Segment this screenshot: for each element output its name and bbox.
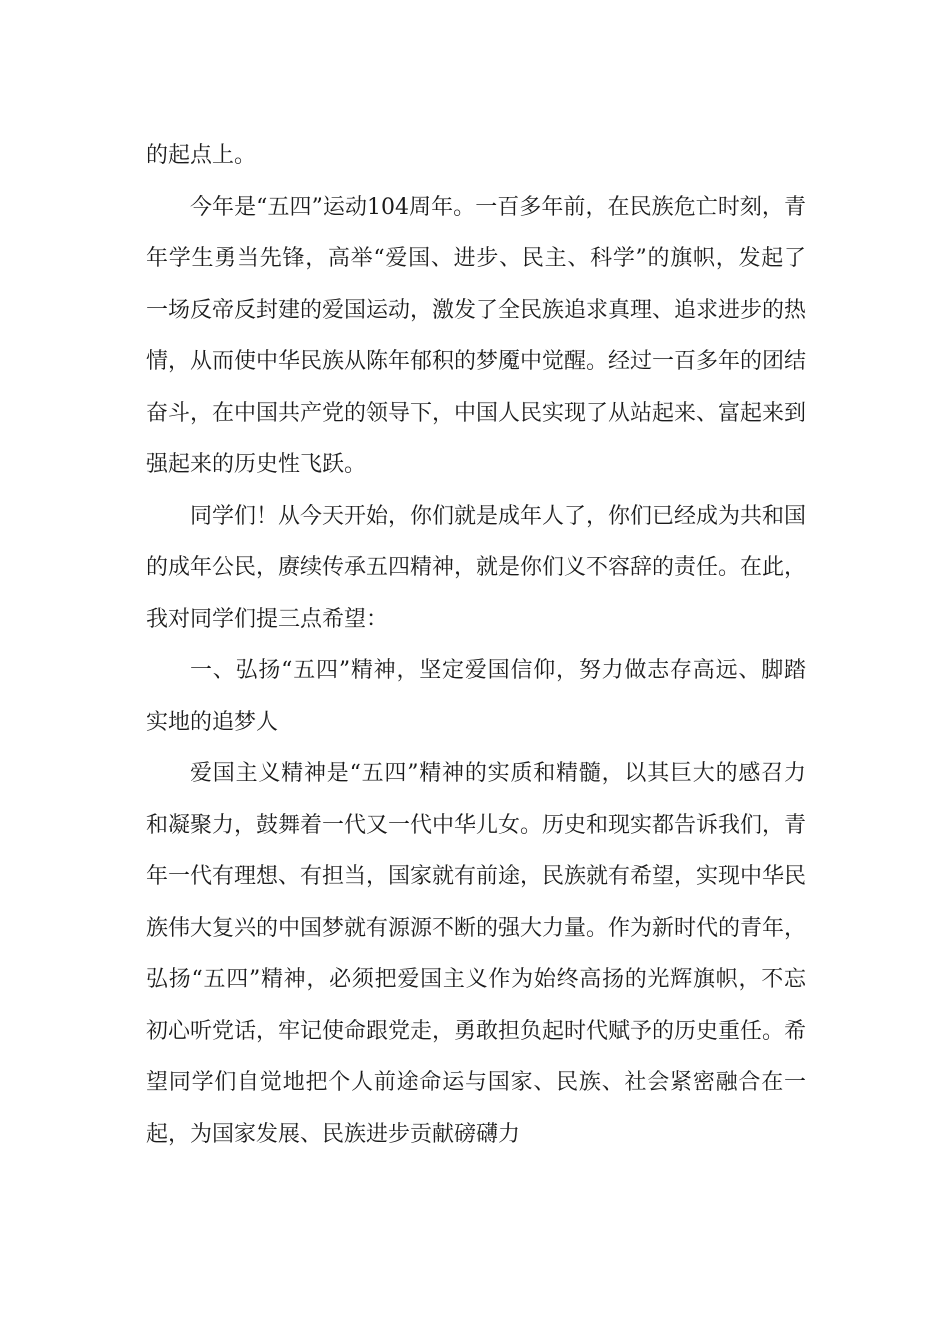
paragraph-patriotism: 爱国主义精神是“五四”精神的实质和精髓，以其巨大的感召力和凝聚力，鼓舞着一代又一代中华儿女。历史和现实都告诉我们，青年一代有理想、有担当，国家就有前途，民族就有希望，实现中华民族伟大复兴的中国梦就有源源不断的强大力量。作为新时代的青年，弘扬“五四”精神，必须把爱国主义作为始终高扬的光辉旗帜，不忘初心听党话，牢记使命跟党走，勇敢担负起时代赋予的历史重任。希望同学们自觉地把个人前途命运与国家、民族、社会紧密融合在一起，为国家发展、民族进步贡献磅礴力 [146, 761, 807, 1147]
paragraph-adulthood-hopes: 同学们！从今天开始，你们就是成年人了，你们已经成为共和国的成年公民，赓续传承五四精神，就是你们义不容辞的责任。在此，我对同学们提三点希望： [146, 503, 807, 632]
section-heading-one: 一、弘扬“五四”精神，坚定爱国信仰，努力做志存高远、脚踏实地的追梦人 [146, 658, 806, 735]
paragraph-continuation: 的起点上。 [146, 143, 257, 168]
document-body [146, 130, 806, 1160]
paragraph-may-fourth-anniversary: 今年是“五四”运动104周年。一百多年前，在民族危亡时刻，青年学生勇当先锋，高举“爱国、进步、民主、科学”的旗帜，发起了一场反帝反封建的爱国运动，激发了全民族追求真理、追求进步的热情，从而使中华民族从陈年郁积的梦魇中觉醒。经过一百多年的团结奋斗，在中国共产党的领导下，中国人民实现了从站起来、富起来到强起来的历史性飞跃。 [146, 194, 807, 477]
